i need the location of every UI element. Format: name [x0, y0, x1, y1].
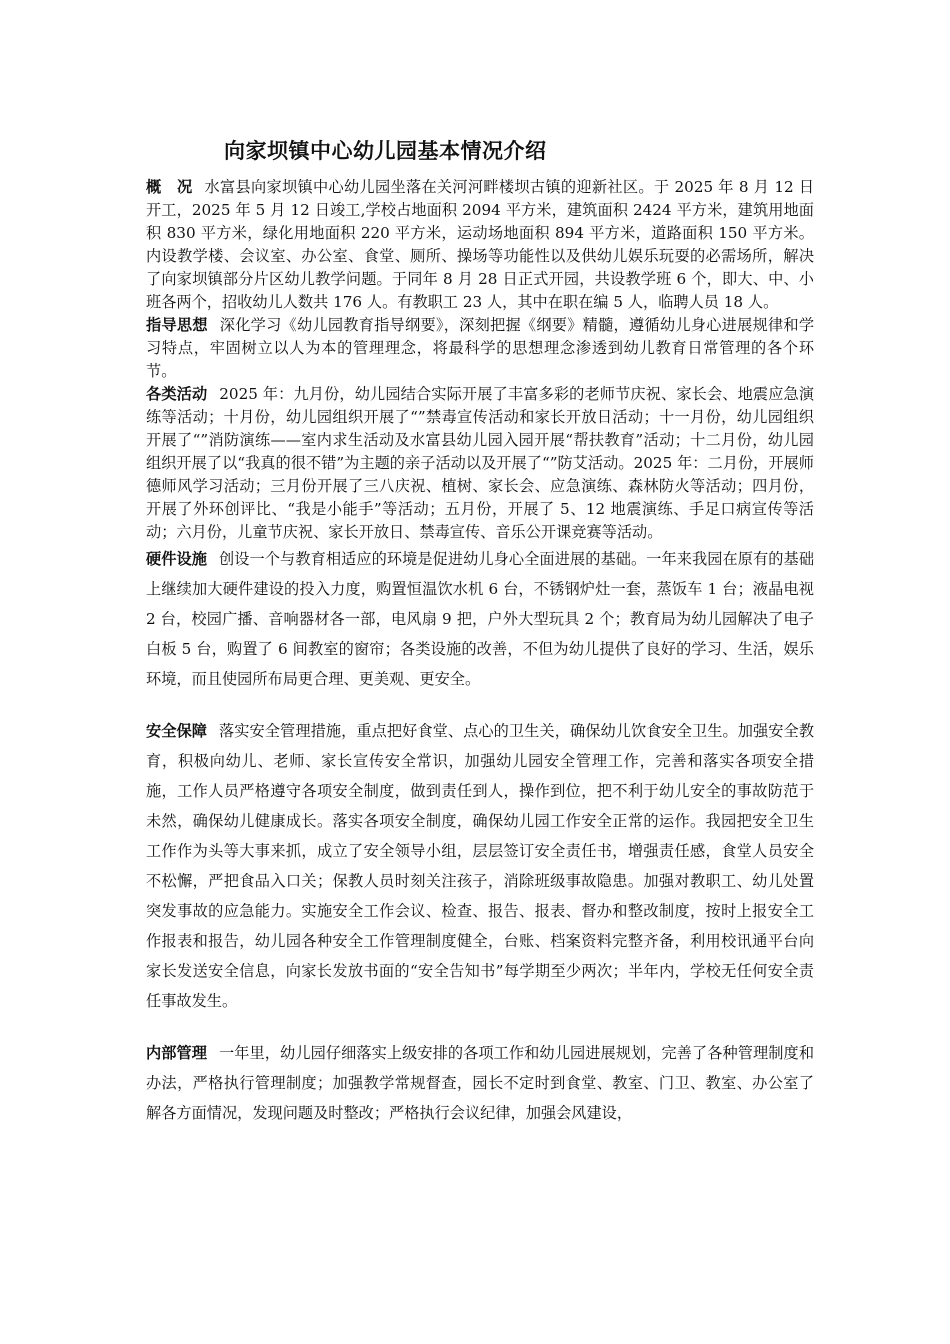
section-activities	[146, 383, 814, 544]
section-text: 2025 年：九月份，幼儿园结合实际开展了丰富多彩的老师节庆祝、家长会、地震应急演练等活动；十月份，幼儿园组织开展了“”禁毒宣传活动和家长开放日活动；十一月份，幼儿园组织开展了“”消防演练——室内求生活动及水富县幼儿园入园开展“帮扶教育”活动；十二月份，幼儿园组织开展了以“我真的很不错”为主题的亲子活动以及开展了“”防艾活动。2025 年：二月份，开展师德师风学习活动；三月份开展了三八庆祝、植树、家长会、应急演练、森林防火等活动；四月份，开展了外环创评比、“我是小能手”等活动；五月份，开展了 5、12 地震演练、手足口病宣传等活动；六月份，儿童节庆祝、家长开放日、禁毒宣传、音乐公开课竞赛等活动。	[146, 385, 815, 541]
section-text: 一年里，幼儿园仔细落实上级安排的各项工作和幼儿园进展规划，完善了各种管理制度和办法，严格执行管理制度；加强教学常规督查，园长不定时到食堂、教室、门卫、教室、办公室了解各方面情况，发现问题及时整改；严格执行会议纪律，加强会风建设，	[146, 1044, 815, 1122]
page-title: 向家坝镇中心幼儿园基本情况介绍	[224, 138, 547, 163]
section-text: 创设一个与教育相适应的环境是促进幼儿身心全面进展的基础。一年来我园在原有的基础上继续加大硬件建设的投入力度，购置恒温饮水机 6 台，不锈钢炉灶一套，蒸饭车 1 台；液晶电视 2 台，校园广播、音响器材各一部，电风扇 9 把，户外大型玩具 2 个；教育局为幼儿园解决了电子白板 5 台，购置了 6 间教室的窗帘；各类设施的改善，不但为幼儿提供了良好的学习、生活，娱乐环境，而且使园所布局更合理、更美观、更安全。	[146, 550, 815, 688]
section-label: 硬件设施	[146, 550, 208, 568]
paragraph-spacer	[146, 694, 814, 716]
section-text: 水富县向家坝镇中心幼儿园坐落在关河河畔楼坝古镇的迎新社区。于 2025 年 8 月 12 日开工，2025 年 5 月 12 日竣工,学校占地面积 2094 平方米，建筑面积 2424 平方米，建筑用地面积 830 平方米，绿化用地面积 220 平方米，运动场地面积 894 平方米，道路面积 150 平方米。内设教学楼、会议室、办公室、食堂、厕所、操场等功能性以及供幼儿娱乐玩耍的必需场所，解决了向家坝镇部分片区幼儿教学问题。于同年 8 月 28 日正式开园，共设教学班 6 个，即大、中、小班各两个，招收幼儿人数共 176 人。有教职工 23 人，其中在职在编 5 人，临聘人员 18 人。	[146, 178, 815, 311]
paragraph-spacer	[146, 1016, 814, 1038]
section-safety	[146, 716, 814, 1016]
section-label: 指导思想	[146, 316, 208, 334]
section-overview	[146, 176, 814, 314]
section-hardware	[146, 544, 814, 694]
section-label: 概 况	[146, 178, 193, 196]
section-label: 内部管理	[146, 1044, 208, 1062]
section-guiding-thought	[146, 314, 814, 383]
section-label: 各类活动	[146, 385, 208, 403]
document-page	[146, 136, 814, 1128]
section-text: 落实安全管理措施，重点把好食堂、点心的卫生关，确保幼儿饮食安全卫生。加强安全教育，积极向幼儿、老师、家长宣传安全常识，加强幼儿园安全管理工作，完善和落实各项安全措施，工作人员严格遵守各项安全制度，做到责任到人，操作到位，把不利于幼儿安全的事故防范于未然，确保幼儿健康成长。落实各项安全制度，确保幼儿园工作安全正常的运作。我园把安全卫生工作作为头等大事来抓，成立了安全领导小组，层层签订安全责任书，增强责任感，食堂人员安全不松懈，严把食品入口关；保教人员时刻关注孩子，消除班级事故隐患。加强对教职工、幼儿处置突发事故的应急能力。实施安全工作会议、检查、报告、报表、督办和整改制度，按时上报安全工作报表和报告，幼儿园各种安全工作管理制度健全，台账、档案资料完整齐备，利用校讯通平台向家长发送安全信息，向家长发放书面的“安全告知书”每学期至少两次；半年内，学校无任何安全责任事故发生。	[146, 722, 815, 1010]
section-label: 安全保障	[146, 722, 208, 740]
section-text: 深化学习《幼儿园教育指导纲要》，深刻把握《纲要》精髓，遵循幼儿身心进展规律和学习特点，牢固树立以人为本的管理理念，将最科学的思想理念渗透到幼儿教育日常管理的各个环节。	[146, 316, 815, 380]
section-internal-management	[146, 1038, 814, 1128]
